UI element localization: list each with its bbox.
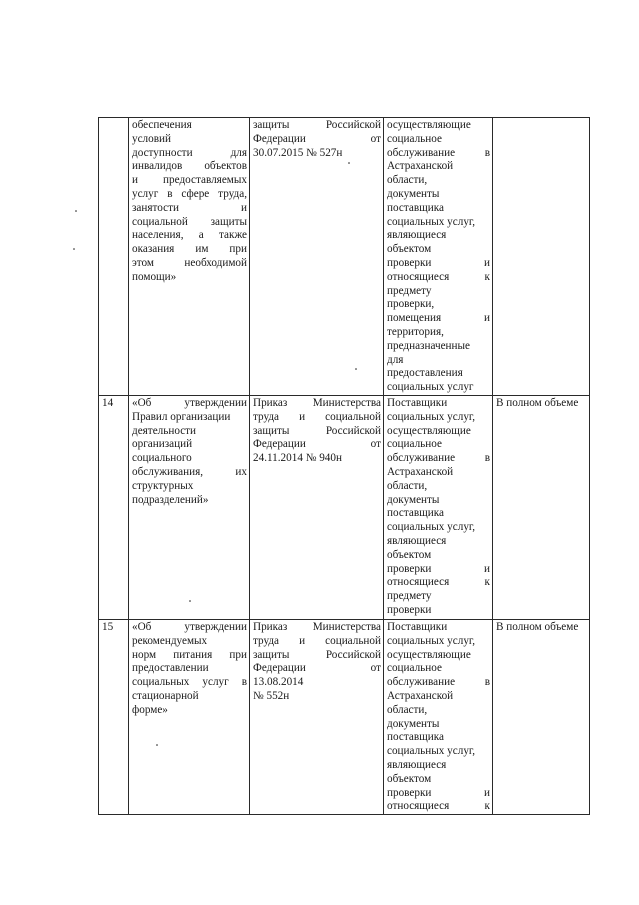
act-details-cell xyxy=(250,395,384,619)
text-line: проверки xyxy=(387,603,432,616)
act-name-cell xyxy=(129,619,250,814)
text-line: услуг в сфере труда, xyxy=(132,187,247,200)
text-line: объектом xyxy=(387,548,432,561)
text-line: обслуживание в xyxy=(387,452,490,465)
text-line: предназначенные xyxy=(387,339,471,352)
text-line: социальных услуг, xyxy=(387,634,476,647)
text-line: поставщика xyxy=(387,201,444,214)
text-line: деятельности xyxy=(132,424,197,437)
text-line: Астраханской xyxy=(387,689,454,702)
text-line: подразделений» xyxy=(132,493,209,506)
text-line: Федерации от xyxy=(253,662,381,675)
row-number-cell xyxy=(99,118,129,396)
text-line: документы xyxy=(387,187,440,200)
text-line: проверки и xyxy=(387,256,490,269)
act-name-cell xyxy=(129,395,250,619)
text-line: социальных услуг, xyxy=(387,745,476,758)
text-line: проверки и xyxy=(387,786,490,799)
text-line: населения, а также xyxy=(132,229,247,242)
text-line: защиты Российской xyxy=(253,119,381,131)
text-line: социальных услуг xyxy=(387,381,474,394)
text-line: доступности для xyxy=(132,146,247,159)
text-line: защиты Российской xyxy=(253,424,381,437)
text-line: форме» xyxy=(132,703,168,716)
text-line: относящиеся к xyxy=(387,800,490,813)
text-line: предоставлении xyxy=(132,662,209,675)
text-line: Астраханской xyxy=(387,160,454,173)
text-line: области, xyxy=(387,174,428,187)
text-line: 24.11.2014 № 940н xyxy=(253,452,342,465)
text-line: «Об утверждении xyxy=(132,396,247,409)
text-line: осуществляющие xyxy=(387,119,471,131)
act-details-cell xyxy=(250,118,384,396)
extent-cell xyxy=(493,118,590,396)
text-line: организаций xyxy=(132,438,193,451)
text-line: рекомендуемых xyxy=(132,634,208,647)
text-line: социальных услуг, xyxy=(387,521,476,534)
text-line: объектом xyxy=(387,772,432,785)
text-line: этом необходимой xyxy=(132,256,247,269)
extent-cell: В полном объеме xyxy=(493,619,590,814)
text-line: социального xyxy=(132,452,192,465)
text-line: социальных услуг, xyxy=(387,215,476,228)
text-line: обслуживание в xyxy=(387,146,490,159)
text-line: предмету xyxy=(387,284,432,297)
inspection-subject-cell xyxy=(384,619,493,814)
table-row xyxy=(99,118,590,396)
text-line: защиты Российской xyxy=(253,648,381,661)
text-line: являющиеся xyxy=(387,229,447,242)
text-line: Поставщики xyxy=(387,396,448,409)
text-line: документы xyxy=(387,717,440,730)
extent-cell: В полном объеме xyxy=(493,395,590,619)
text-line: области, xyxy=(387,703,428,716)
text-line: являющиеся xyxy=(387,758,447,771)
text-line: обслуживания, их xyxy=(132,465,247,478)
text-line: для xyxy=(387,353,404,366)
table-row xyxy=(99,619,590,814)
text-line: являющиеся xyxy=(387,534,447,547)
text-line: Поставщики xyxy=(387,620,448,633)
text-line: поставщика xyxy=(387,731,444,744)
text-line: занятости и xyxy=(132,201,247,214)
text-line: 30.07.2015 № 527н xyxy=(253,146,343,159)
text-line: обслуживание в xyxy=(387,676,490,689)
text-line: осуществляющие xyxy=(387,648,471,661)
text-line: осуществляющие xyxy=(387,424,471,437)
text-line: проверки, xyxy=(387,298,435,311)
text-line: Федерации от xyxy=(253,438,381,451)
text-line: объектом xyxy=(387,243,432,256)
text-line: инвалидов объектов xyxy=(132,160,247,173)
text-line: № 552н xyxy=(253,689,290,702)
text-line: Астраханской xyxy=(387,465,454,478)
text-line: труда и социальной xyxy=(253,634,381,647)
text-line: труда и социальной xyxy=(253,410,381,423)
inspection-subject-cell xyxy=(384,395,493,619)
text-line: Правил организации xyxy=(132,410,231,423)
text-line: помещения и xyxy=(387,312,490,325)
text-line: помощи» xyxy=(132,270,177,283)
text-line: поставщика xyxy=(387,507,444,520)
text-line: относящиеся к xyxy=(387,576,490,589)
row-number-cell: 15 xyxy=(99,619,129,814)
text-line: Приказ Министерства xyxy=(253,396,381,409)
text-line: проверки и xyxy=(387,562,490,575)
text-line: Приказ Министерства xyxy=(253,620,381,633)
text-line: структурных xyxy=(132,479,194,492)
text-line: предмету xyxy=(387,590,432,603)
row-number-cell: 14 xyxy=(99,395,129,619)
text-line: условий xyxy=(132,132,171,145)
text-line: социальное xyxy=(387,438,442,451)
text-line: и предоставляемых xyxy=(132,174,247,187)
requirements-table xyxy=(98,117,590,815)
text-line: социальное xyxy=(387,662,442,675)
text-line: относящиеся к xyxy=(387,270,490,283)
text-line: стационарной xyxy=(132,689,199,702)
text-line: оказания им при xyxy=(132,243,247,256)
text-line: области, xyxy=(387,479,428,492)
text-line: социальное xyxy=(387,132,442,145)
text-line: социальных услуг, xyxy=(387,410,476,423)
act-name-cell xyxy=(129,118,250,396)
text-line: документы xyxy=(387,493,440,506)
inspection-subject-cell xyxy=(384,118,493,396)
text-line: социальной защиты xyxy=(132,215,247,228)
text-line: 13.08.2014 xyxy=(253,676,304,689)
text-line: предоставления xyxy=(387,367,463,380)
text-line: Федерации от xyxy=(253,132,381,145)
text-line: норм питания при xyxy=(132,648,247,661)
text-line: территория, xyxy=(387,325,444,338)
table-row xyxy=(99,395,590,619)
act-details-cell xyxy=(250,619,384,814)
text-line: «Об утверждении xyxy=(132,620,247,633)
text-line: социальных услуг в xyxy=(132,676,247,689)
text-line: обеспечения xyxy=(132,119,192,131)
